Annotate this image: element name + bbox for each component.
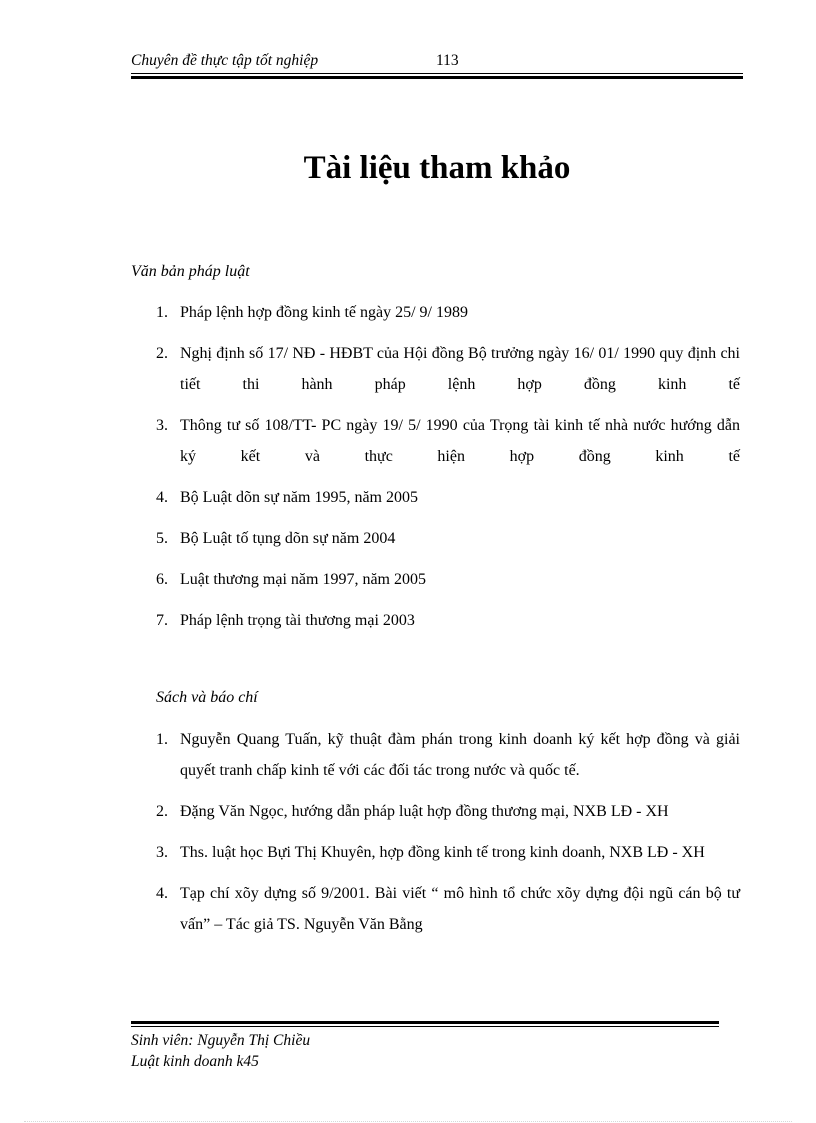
list-item-text: Luật thương mại năm 1997, năm 2005 bbox=[180, 571, 426, 588]
list-item-text: Nghị định số 17/ NĐ - HĐBT của Hội đồng Bộ trưởng ngày 16/ 01/ 1990 quy định chi tiết thi hành pháp lệnh hợp đồng kinh tế bbox=[180, 345, 740, 393]
list-item-number: 3. bbox=[156, 417, 168, 434]
footer-rule-thick bbox=[131, 1021, 719, 1024]
page-number: 113 bbox=[436, 52, 459, 69]
footer-class: Luật kinh doanh k45 bbox=[131, 1053, 259, 1070]
list-item-text: Tạp chí xõy dựng số 9/2001. Bài viết “ mô hình tổ chức xõy dựng đội ngũ cán bộ tư vấn” – Tác giả TS. Nguyễn Văn Bằng bbox=[180, 885, 740, 933]
page-footer bbox=[131, 1030, 310, 1072]
list-item-text: Bộ Luật dõn sự năm 1995, năm 2005 bbox=[180, 489, 418, 506]
list-item-number: 7. bbox=[156, 612, 168, 629]
section-heading-books: Sách và báo chí bbox=[156, 689, 258, 706]
list-item-number: 1. bbox=[156, 731, 168, 748]
list-item-number: 5. bbox=[156, 530, 168, 547]
list-item bbox=[156, 796, 740, 827]
list-item bbox=[156, 564, 740, 595]
list-item bbox=[156, 523, 740, 554]
books-references-list bbox=[156, 724, 740, 950]
list-item bbox=[156, 605, 740, 636]
list-item-text: Pháp lệnh trọng tài thương mại 2003 bbox=[180, 612, 415, 629]
list-item bbox=[156, 338, 740, 400]
list-item bbox=[156, 410, 740, 472]
list-item-text: Nguyễn Quang Tuấn, kỹ thuật đàm phán trong kinh doanh ký kết hợp đồng và giải quyết tranh chấp kinh tế với các đối tác trong nước và quốc tế. bbox=[180, 731, 740, 779]
page-header bbox=[131, 52, 743, 72]
list-item-number: 2. bbox=[156, 345, 168, 362]
footer-rule bbox=[131, 1026, 719, 1027]
legal-references-list bbox=[156, 297, 740, 646]
list-item-text: Thông tư số 108/TT- PC ngày 19/ 5/ 1990 của Trọng tài kinh tế nhà nước hướng dẫn ký kết và thực hiện hợp đồng kinh tế bbox=[180, 417, 740, 465]
list-item bbox=[156, 837, 740, 868]
list-item bbox=[156, 878, 740, 940]
list-item bbox=[156, 482, 740, 513]
list-item-number: 4. bbox=[156, 489, 168, 506]
list-item-text: Pháp lệnh hợp đồng kinh tế ngày 25/ 9/ 1989 bbox=[180, 304, 468, 321]
list-item-text: Đặng Văn Ngọc, hướng dẫn pháp luật hợp đồng thương mại, NXB LĐ - XH bbox=[180, 803, 669, 820]
page-title: Tài liệu tham khảo bbox=[303, 150, 571, 186]
footer-student: Sinh viên: Nguyễn Thị Chiều bbox=[131, 1032, 311, 1049]
list-item-number: 2. bbox=[156, 803, 168, 820]
list-item bbox=[156, 297, 740, 328]
list-item-text: Bộ Luật tố tụng dõn sự năm 2004 bbox=[180, 530, 396, 547]
list-item-number: 6. bbox=[156, 571, 168, 588]
page-bottom-divider bbox=[24, 1121, 792, 1122]
list-item-number: 3. bbox=[156, 844, 168, 861]
header-rule bbox=[131, 73, 743, 74]
list-item-number: 4. bbox=[156, 885, 168, 902]
header-title: Chuyên đề thực tập tốt nghiệp bbox=[131, 52, 319, 69]
list-item-number: 1. bbox=[156, 304, 168, 321]
list-item bbox=[156, 724, 740, 786]
list-item-text: Ths. luật học Bựi Thị Khuyên, hợp đồng kinh tế trong kinh doanh, NXB LĐ - XH bbox=[180, 844, 705, 861]
section-heading-legal: Văn bản pháp luật bbox=[131, 263, 250, 280]
header-rule-thick bbox=[131, 76, 743, 79]
